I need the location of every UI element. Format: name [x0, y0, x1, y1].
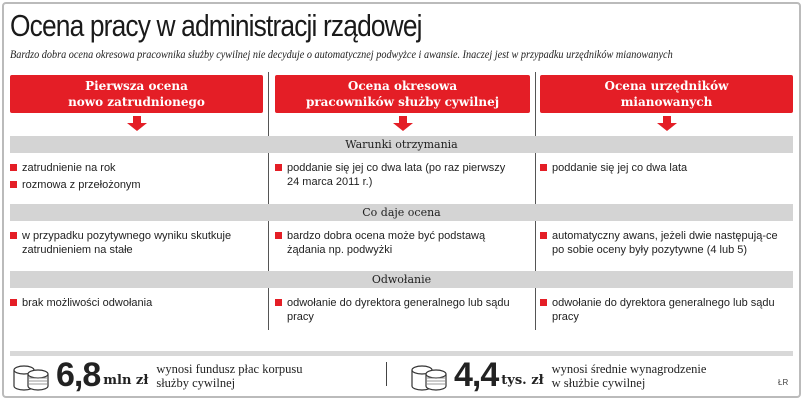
bullet-item: brak możliwości odwołania	[10, 296, 253, 310]
section-cell	[275, 229, 520, 260]
stat-unit: mln zł	[103, 373, 149, 388]
stat	[12, 358, 303, 392]
author-credit: ŁR	[778, 378, 789, 387]
bullet-item: zatrudnienie na rok	[10, 161, 253, 175]
bullet-item: rozmowa z przełożonym	[10, 178, 253, 192]
column-header	[540, 75, 793, 113]
bullet-item: poddanie się jej co dwa lata	[540, 161, 783, 175]
stat	[410, 358, 706, 392]
section-bar: Warunki otrzymania	[10, 136, 793, 153]
header-line: pracowników służby cywilnej	[305, 95, 500, 109]
stat-value: 4,4	[454, 356, 499, 394]
bullet-item: bardzo dobra ocena może być podstawą żądania np. podwyżki	[275, 229, 520, 257]
desc-line: służby cywilnej	[156, 376, 236, 390]
header-line: nowo zatrudnionego	[68, 95, 205, 109]
section-bar: Co daje ocena	[10, 204, 793, 221]
arrow-down-icon	[657, 116, 677, 132]
desc-line: w służbie cywilnej	[551, 376, 646, 390]
stat-value: 6,8	[56, 356, 101, 394]
bullet-item: odwołanie do dyrektora generalnego lub sądu pracy	[275, 296, 520, 324]
header-line: Pierwsza ocena	[85, 79, 188, 93]
header-line: Ocena okresowa	[347, 79, 458, 93]
section-cell	[10, 161, 253, 195]
section-cell	[10, 229, 253, 260]
subtitle: Bardzo dobra ocena okresowa pracownika służby cywilnej nie decyduje o automatycznej podwyżce i awansie. Inaczej jest w przypadku urzędników mianowanych	[10, 49, 673, 61]
column-divider	[268, 72, 269, 330]
desc-line: wynosi fundusz płac korpusu	[156, 362, 303, 376]
stat-separator	[386, 362, 387, 386]
coins-icon	[410, 362, 448, 392]
bullet-item: odwołanie do dyrektora generalnego lub sądu pracy	[540, 296, 783, 324]
desc-line: wynosi średnie wynagrodzenie	[551, 362, 707, 376]
bullet-item: w przypadku pozytywnego wyniku skutkuje zatrudnieniem na stałe	[10, 229, 253, 257]
infographic-frame	[2, 2, 801, 398]
header-line: mianowanych	[620, 95, 713, 109]
bullet-item: poddanie się jej co dwa lata (po raz pierwszy 24 marca 2011 r.)	[275, 161, 520, 189]
section-bar: Odwołanie	[10, 271, 793, 288]
column-header	[10, 75, 263, 113]
coins-icon	[12, 362, 50, 392]
page-title: Ocena pracy w administracji rządowej	[10, 8, 422, 43]
bullet-item: automatyczny awans, jeżeli dwie następują-ce po sobie oceny były pozytywne (4 lub 5)	[540, 229, 783, 257]
section-cell	[275, 296, 520, 327]
stat-description	[156, 362, 302, 390]
section-cell	[540, 296, 783, 327]
section-cell	[540, 161, 783, 178]
section-cell	[540, 229, 783, 260]
arrow-down-icon	[393, 116, 413, 132]
column-header	[275, 75, 530, 113]
divider	[10, 351, 793, 356]
section-cell	[10, 296, 253, 313]
header-line: Ocena urzędników	[604, 79, 729, 93]
column-divider	[535, 72, 536, 330]
stat-description	[552, 362, 707, 390]
section-cell	[275, 161, 520, 192]
arrow-down-icon	[127, 116, 147, 132]
stat-unit: tys. zł	[501, 373, 544, 388]
